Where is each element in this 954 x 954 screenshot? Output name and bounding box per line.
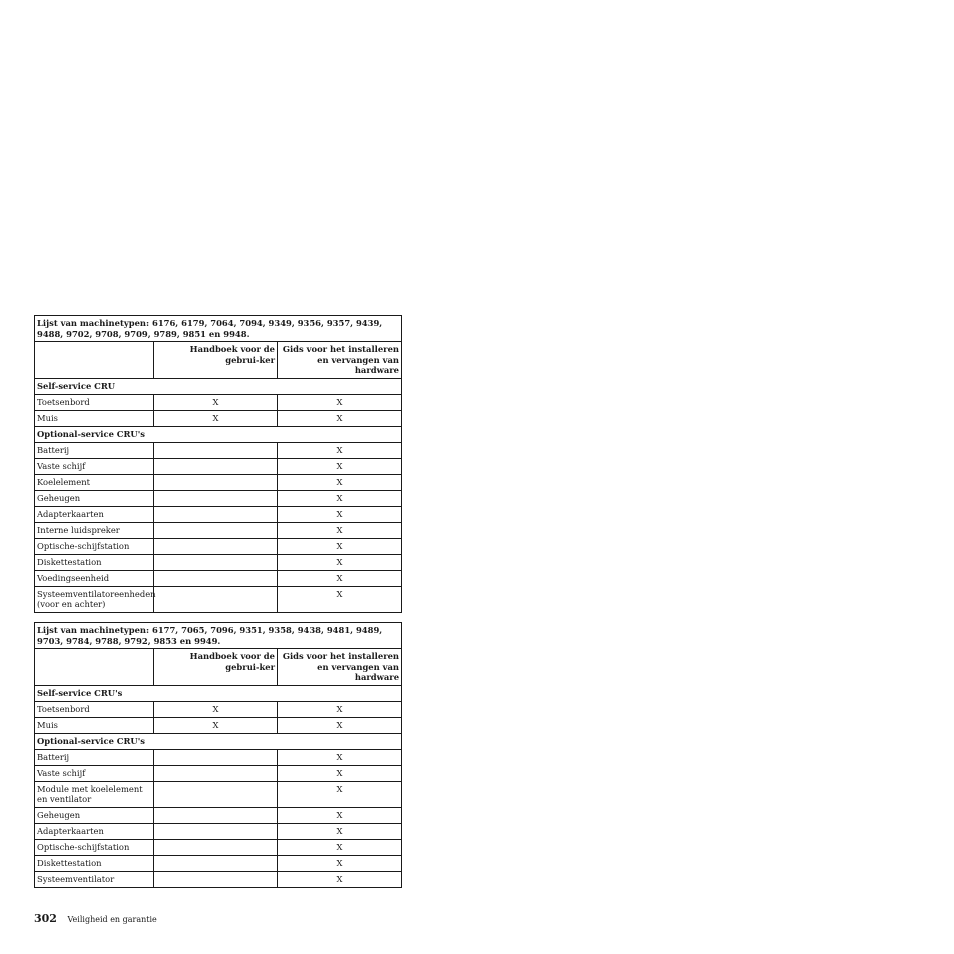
part-name: Systeemventilator bbox=[35, 871, 154, 887]
table-row bbox=[35, 538, 402, 554]
user-guide-mark bbox=[154, 765, 278, 781]
page-number: 302 bbox=[34, 912, 57, 925]
user-guide-mark bbox=[154, 781, 278, 807]
user-guide-mark: X bbox=[154, 394, 278, 410]
part-name: Geheugen bbox=[35, 490, 154, 506]
part-name: Systeemventilatoreenheden (voor en achter) bbox=[35, 586, 154, 612]
section-label: Optional-service CRU's bbox=[35, 733, 402, 749]
table-row bbox=[35, 855, 402, 871]
table-row bbox=[35, 839, 402, 855]
hardware-guide-mark: X bbox=[278, 410, 402, 426]
user-guide-mark bbox=[154, 570, 278, 586]
user-guide-mark: X bbox=[154, 410, 278, 426]
hardware-guide-mark: X bbox=[278, 781, 402, 807]
table-row bbox=[35, 807, 402, 823]
part-name: Batterij bbox=[35, 749, 154, 765]
hardware-guide-mark: X bbox=[278, 458, 402, 474]
table-header-row bbox=[35, 342, 402, 379]
user-guide-mark bbox=[154, 506, 278, 522]
user-guide-mark bbox=[154, 490, 278, 506]
part-name: Adapterkaarten bbox=[35, 823, 154, 839]
hardware-guide-mark: X bbox=[278, 765, 402, 781]
hardware-guide-mark: X bbox=[278, 506, 402, 522]
section-label: Optional-service CRU's bbox=[35, 426, 402, 442]
cru-table-2 bbox=[34, 622, 402, 888]
hardware-guide-mark: X bbox=[278, 474, 402, 490]
table-title-row bbox=[35, 623, 402, 649]
column-header: Gids voor het installeren en vervangen van hardware bbox=[278, 649, 402, 686]
section-label: Self-service CRU bbox=[35, 378, 402, 394]
user-guide-mark bbox=[154, 586, 278, 612]
part-name: Module met koelelement en ventilator bbox=[35, 781, 154, 807]
table-row bbox=[35, 871, 402, 887]
user-guide-mark bbox=[154, 823, 278, 839]
part-name: Geheugen bbox=[35, 807, 154, 823]
column-header: Handboek voor de gebrui-ker bbox=[154, 342, 278, 379]
user-guide-mark bbox=[154, 855, 278, 871]
user-guide-mark bbox=[154, 538, 278, 554]
table-row bbox=[35, 522, 402, 538]
table-row bbox=[35, 394, 402, 410]
part-name: Voedingseenheid bbox=[35, 570, 154, 586]
part-name: Muis bbox=[35, 717, 154, 733]
user-guide-mark bbox=[154, 554, 278, 570]
part-name: Adapterkaarten bbox=[35, 506, 154, 522]
part-name: Diskettestation bbox=[35, 554, 154, 570]
part-name: Optische-schijfstation bbox=[35, 839, 154, 855]
part-name: Muis bbox=[35, 410, 154, 426]
table-row bbox=[35, 781, 402, 807]
table-header-row bbox=[35, 649, 402, 686]
table-title: Lijst van machinetypen: 6176, 6179, 7064, 7094, 9349, 9356, 9357, 9439, 9488, 9702, 9708, 9709, 9789, 9851 en 9948. bbox=[35, 316, 402, 342]
hardware-guide-mark: X bbox=[278, 839, 402, 855]
cru-table-1 bbox=[34, 315, 402, 613]
user-guide-mark bbox=[154, 839, 278, 855]
hardware-guide-mark: X bbox=[278, 823, 402, 839]
table-row bbox=[35, 490, 402, 506]
table-row bbox=[35, 717, 402, 733]
table-body bbox=[35, 623, 402, 888]
hardware-guide-mark: X bbox=[278, 871, 402, 887]
table-row bbox=[35, 586, 402, 612]
part-name: Batterij bbox=[35, 442, 154, 458]
table-title-row bbox=[35, 316, 402, 342]
hardware-guide-mark: X bbox=[278, 442, 402, 458]
part-name: Diskettestation bbox=[35, 855, 154, 871]
hardware-guide-mark: X bbox=[278, 490, 402, 506]
hardware-guide-mark: X bbox=[278, 717, 402, 733]
hardware-guide-mark: X bbox=[278, 586, 402, 612]
user-guide-mark bbox=[154, 442, 278, 458]
part-name: Interne luidspreker bbox=[35, 522, 154, 538]
column-header: Gids voor het installeren en vervangen van hardware bbox=[278, 342, 402, 379]
table-row bbox=[35, 570, 402, 586]
hardware-guide-mark: X bbox=[278, 749, 402, 765]
user-guide-mark bbox=[154, 807, 278, 823]
hardware-guide-mark: X bbox=[278, 522, 402, 538]
section-row bbox=[35, 426, 402, 442]
user-guide-mark bbox=[154, 474, 278, 490]
part-name: Toetsenbord bbox=[35, 701, 154, 717]
table-row bbox=[35, 701, 402, 717]
hardware-guide-mark: X bbox=[278, 807, 402, 823]
part-name: Vaste schijf bbox=[35, 765, 154, 781]
section-row bbox=[35, 685, 402, 701]
table-row bbox=[35, 749, 402, 765]
table-row bbox=[35, 458, 402, 474]
hardware-guide-mark: X bbox=[278, 855, 402, 871]
page-footer bbox=[34, 912, 157, 925]
hardware-guide-mark: X bbox=[278, 570, 402, 586]
table-row bbox=[35, 442, 402, 458]
table-row bbox=[35, 823, 402, 839]
user-guide-mark bbox=[154, 458, 278, 474]
hardware-guide-mark: X bbox=[278, 394, 402, 410]
table-row bbox=[35, 474, 402, 490]
table-row bbox=[35, 554, 402, 570]
user-guide-mark bbox=[154, 749, 278, 765]
table-row bbox=[35, 506, 402, 522]
table-title: Lijst van machinetypen: 6177, 7065, 7096, 9351, 9358, 9438, 9481, 9489, 9703, 9784, 9788, 9792, 9853 en 9949. bbox=[35, 623, 402, 649]
section-label: Self-service CRU's bbox=[35, 685, 402, 701]
section-row bbox=[35, 378, 402, 394]
table-row bbox=[35, 410, 402, 426]
user-guide-mark: X bbox=[154, 701, 278, 717]
column-header bbox=[35, 342, 154, 379]
user-guide-mark: X bbox=[154, 717, 278, 733]
hardware-guide-mark: X bbox=[278, 538, 402, 554]
table-body bbox=[35, 316, 402, 613]
column-header bbox=[35, 649, 154, 686]
hardware-guide-mark: X bbox=[278, 554, 402, 570]
column-header: Handboek voor de gebrui-ker bbox=[154, 649, 278, 686]
hardware-guide-mark: X bbox=[278, 701, 402, 717]
section-row bbox=[35, 733, 402, 749]
part-name: Koelelement bbox=[35, 474, 154, 490]
part-name: Toetsenbord bbox=[35, 394, 154, 410]
user-guide-mark bbox=[154, 871, 278, 887]
part-name: Optische-schijfstation bbox=[35, 538, 154, 554]
user-guide-mark bbox=[154, 522, 278, 538]
part-name: Vaste schijf bbox=[35, 458, 154, 474]
footer-text: Veiligheid en garantie bbox=[67, 915, 157, 924]
table-row bbox=[35, 765, 402, 781]
